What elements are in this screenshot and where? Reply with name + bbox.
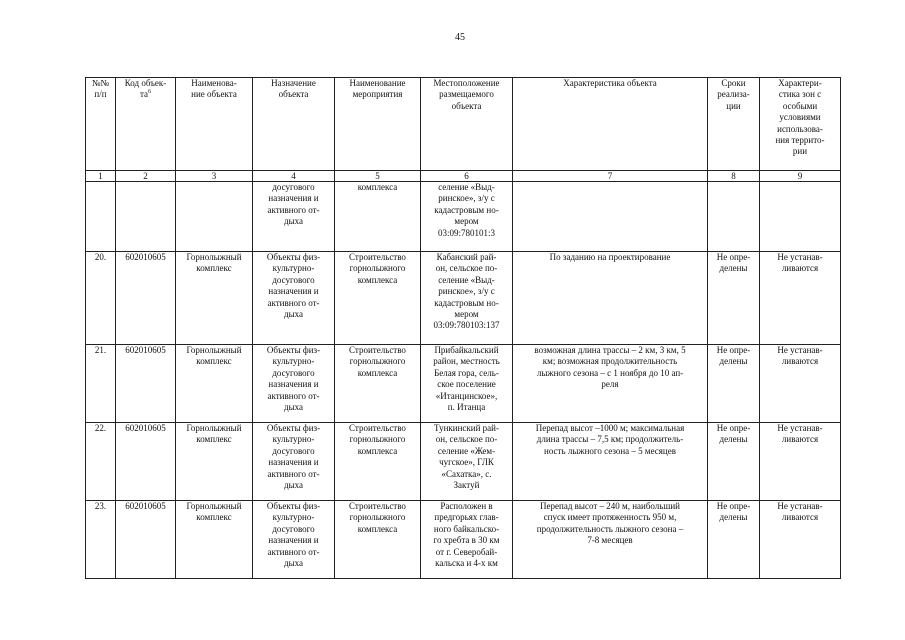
- row-zones: Не устанав- ливаются: [760, 252, 841, 345]
- column-number-row: [86, 171, 841, 182]
- row-name: Горнолыжный комплекс: [176, 501, 253, 579]
- column-number: 8: [708, 171, 760, 182]
- row-code: 602010605: [116, 423, 176, 501]
- row-activity: Строительство горнолыжного комплекса: [335, 501, 421, 579]
- row-num: 23.: [86, 501, 116, 579]
- row-term: Не опре- делены: [708, 423, 760, 501]
- row-term: Не опре- делены: [708, 252, 760, 345]
- page-number: 45: [455, 32, 465, 43]
- row-zones: Не устанав- ливаются: [760, 423, 841, 501]
- column-number: 1: [86, 171, 116, 182]
- header-location: Местоположение размещаемого объекта: [421, 78, 513, 171]
- row-location: Расположен в предгорьях глав- ного байкальско- го хребта в 30 км от г. Северобай- кальска и 4-х км: [421, 501, 513, 579]
- column-number: 9: [760, 171, 841, 182]
- row-characteristic: По заданию на проектирование: [513, 252, 708, 345]
- row-code: 602010605: [116, 501, 176, 579]
- row-characteristic: возможная длина трассы – 2 км, 3 км, 5 км; возможная продолжительность лыжного сезона – с 1 ноября до 10 ап- реля: [513, 345, 708, 423]
- row-code: [116, 182, 176, 252]
- row-term: Не опре- делены: [708, 501, 760, 579]
- row-purpose: Объекты физ- культурно- досугового назначения и активного от- дыха: [253, 252, 335, 345]
- header-num: №№ п/п: [86, 78, 116, 171]
- row-location: Тункинский рай- он, сельское по- селение «Жем- чугское», ГЛК «Сахатка», с. Зактуй: [421, 423, 513, 501]
- footnote-mark: 6: [148, 89, 152, 96]
- row-code: 602010605: [116, 345, 176, 423]
- row-name: Горнолыжный комплекс: [176, 423, 253, 501]
- table-row: [86, 252, 841, 345]
- row-purpose: досугового назначения и активного от- дыха: [253, 182, 335, 252]
- row-num: [86, 182, 116, 252]
- row-name: Горнолыжный комплекс: [176, 345, 253, 423]
- header-activity: Наименование мероприятия: [335, 78, 421, 171]
- row-characteristic: Перепад высот –1000 м; максимальная длина трассы – 7,5 км; продолжитель- ность лыжного сезона – 5 месяцев: [513, 423, 708, 501]
- header-characteristic: Характеристика объекта: [513, 78, 708, 171]
- row-code: 602010605: [116, 252, 176, 345]
- row-activity: Строительство горнолыжного комплекса: [335, 252, 421, 345]
- row-term: Не опре- делены: [708, 345, 760, 423]
- header-code: Код объек- $та^6$: [116, 78, 176, 171]
- row-zones: [760, 182, 841, 252]
- header-term: Сроки реализа- ции: [708, 78, 760, 171]
- table-row: [86, 182, 841, 252]
- header-row: [86, 78, 841, 171]
- row-num: 22.: [86, 423, 116, 501]
- row-purpose: Объекты физ- культурно- досугового назначения и активного от- дыха: [253, 423, 335, 501]
- row-num: 20.: [86, 252, 116, 345]
- row-name: Горнолыжный комплекс: [176, 252, 253, 345]
- row-location: селение «Выд- ринское», з/у с кадастровым но- мером 03:09:780101:3: [421, 182, 513, 252]
- table-row: [86, 423, 841, 501]
- row-activity: Строительство горнолыжного комплекса: [335, 423, 421, 501]
- row-location: Кабанский рай- он, сельское по- селение «Выд- ринское», з/у с кадастровым но- мером 03:09:780103:137: [421, 252, 513, 345]
- column-number: 6: [421, 171, 513, 182]
- table-row: [86, 345, 841, 423]
- row-zones: Не устанав- ливаются: [760, 345, 841, 423]
- header-purpose: Назначение объекта: [253, 78, 335, 171]
- table-row: [86, 501, 841, 579]
- column-number: 5: [335, 171, 421, 182]
- row-zones: Не устанав- ливаются: [760, 501, 841, 579]
- row-activity: Строительство горнолыжного комплекса: [335, 345, 421, 423]
- row-location: Прибайкальский район, местность Белая гора, сель- ское поселение «Итанцинское», п. Итанца: [421, 345, 513, 423]
- column-number: 2: [116, 171, 176, 182]
- column-number: 7: [513, 171, 708, 182]
- row-term: [708, 182, 760, 252]
- header-name: Наименова- ние объекта: [176, 78, 253, 171]
- row-name: [176, 182, 253, 252]
- objects-table: [85, 77, 841, 579]
- row-purpose: Объекты физ- культурно- досугового назначения и активного от- дыха: [253, 501, 335, 579]
- column-number: 4: [253, 171, 335, 182]
- column-number: 3: [176, 171, 253, 182]
- row-activity: комплекса: [335, 182, 421, 252]
- row-purpose: Объекты физ- культурно- досугового назначения и активного от- дыха: [253, 345, 335, 423]
- header-zones: Характери- стика зон с особыми условиями использова- ния террито- рии: [760, 78, 841, 171]
- row-characteristic: Перепад высот – 240 м, наибольший спуск имеет протяженность 950 м, продолжительность лыжного сезона – 7-8 месяцев: [513, 501, 708, 579]
- row-characteristic: [513, 182, 708, 252]
- row-num: 21.: [86, 345, 116, 423]
